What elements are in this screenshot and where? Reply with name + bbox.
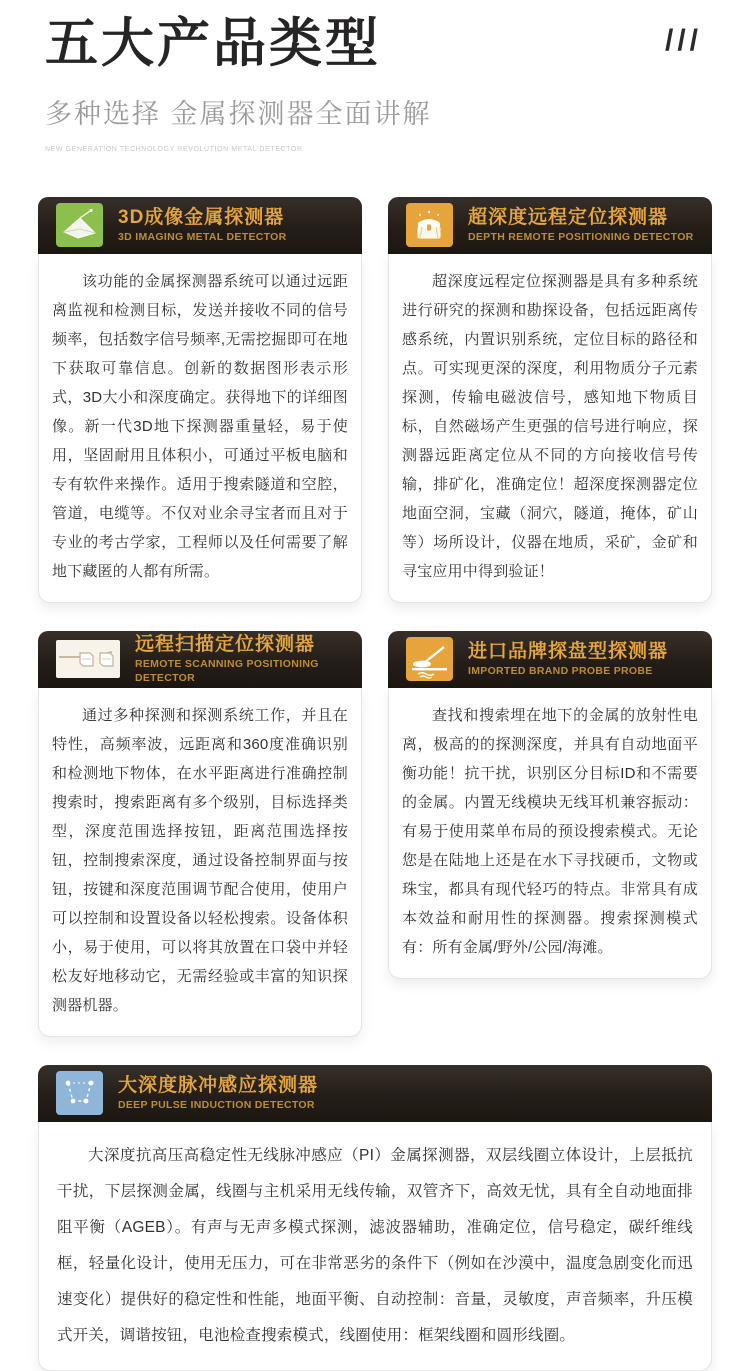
coil-frame-icon: [56, 1071, 103, 1115]
card-title-en: DEPTH REMOTE POSITIONING DETECTOR: [468, 230, 694, 243]
card-titles: [468, 640, 668, 678]
cards-row-1: [38, 197, 712, 603]
card-depth-remote-detector: [388, 197, 712, 603]
card-title-en: IMPORTED BRAND PROBE PROBE: [468, 664, 653, 677]
page-subtitle: 多种选择 金属探测器全面讲解: [45, 98, 432, 129]
page-title: 五大产品类型: [45, 14, 381, 73]
card-title-cn: 3D成像金属探测器: [118, 206, 285, 228]
card-description: 大深度抗高压高稳定性无线脉冲感应（PI）金属探测器，双层线圈立体设计，上层抵抗干扰，下层探测金属，线圈与主机采用无线传输，双管齐下，高效无忧，具有全自动地面排阻平衡（AGEB）。有声与无声多模式探测，滤波器辅助，准确定位，信号稳定，碳纤维线框，轻量化设计，使用无压力，可在非常恶劣的条件下（例如在沙漠中，温度急剧变化而迅速变化）提供好的稳定性和性能，地面平衡、自动控制：音量，灵敏度，声音频率，升压模式开关，调谐按钮，电池检查搜索模式，线圈使用：框架线圈和圆形线圈。: [38, 1122, 712, 1371]
card-remote-scanning-detector: [38, 631, 362, 1037]
card-title-en: DEEP PULSE INDUCTION DETECTOR: [118, 1098, 315, 1111]
card-header: [388, 197, 712, 254]
card-header: [38, 631, 362, 688]
card-title-cn: 进口品牌探盘型探测器: [468, 640, 669, 662]
card-title-cn: 大深度脉冲感应探测器: [118, 1074, 319, 1096]
card-title-en: 3D IMAGING METAL DETECTOR: [118, 230, 287, 243]
card-titles: [118, 1074, 318, 1112]
detector-probe-icon: [406, 637, 453, 681]
page-tagline: NEW GENERATION TECHNOLOGY REVOLUTION METAL DETECTOR: [45, 145, 303, 153]
card-description: 超深度远程定位探测器是具有多种系统进行研究的探测和勘探设备，包括远距离传感系统，内置识别系统，定位目标的路径和点。可实现更深的深度，利用物质分子元素探测，传输电磁波信号，感知地下物质目标，自然磁场产生更强的信号进行响应，探测器远距离定位从不同的方向接收信号传输，排矿化，准确定位！超深度探测器定位地面空洞，宝藏（洞穴，隧道，掩体，矿山等）场所设计，仪器在地质，采矿，金矿和寻宝应用中得到验证！: [388, 254, 712, 603]
card-description: 查找和搜索埋在地下的金属的放射性电离，极高的的探测深度，并具有自动地面平衡功能！抗干扰，识别区分目标ID和不需要的金属。内置无线模块无线耳机兼容振动：有易于使用菜单布局的预设搜索模式。无论您是在陆地上还是在水下寻找硬币，文物或珠宝，都具有现代轻巧的特点。非常具有成本效益和耐用性的探测器。搜索探测模式有：所有金属/野外/公园/海滩。: [388, 688, 712, 979]
card-header: [38, 1065, 712, 1122]
cards-row-2: [38, 631, 712, 1037]
card-header: [388, 631, 712, 688]
card-titles: [468, 206, 694, 244]
terrain-3d-icon: [56, 203, 103, 247]
card-titles: [135, 633, 348, 685]
treasure-chest-icon: [406, 203, 453, 247]
card-3d-imaging-detector: [38, 197, 362, 603]
card-header: [38, 197, 362, 254]
card-title-cn: 远程扫描定位探测器: [135, 634, 316, 656]
card-titles: [118, 206, 287, 244]
card-imported-probe-detector: [388, 631, 712, 1037]
cards-row-3: [38, 1065, 712, 1371]
scanner-devices-icon: [56, 640, 120, 678]
card-description: 该功能的金属探测器系统可以通过远距离监视和检测目标，发送并接收不同的信号频率，包括数字信号频率,无需挖掘即可在地下获取可靠信息。创新的数据图形表示形式，3D大小和深度确定。获得地下的详细图像。新一代3D地下探测器重量轻，易于使用，坚固耐用且体积小，可通过平板电脑和专有软件来操作。适用于搜索隧道和空腔，管道，电缆等。不仅对业余寻宝者而且对于专业的考古学家，工程师以及任何需要了解地下藏匿的人都有所需。: [38, 254, 362, 603]
card-title-cn: 超深度远程定位探测器: [468, 206, 669, 228]
product-cards: [38, 197, 712, 1371]
card-deep-pulse-detector: [38, 1065, 712, 1371]
card-description: 通过多种探测和探测系统工作，并且在特性，高频率波，远距离和360度准确识别和检测地下物体，在水平距离进行准确控制搜索时，搜索距离有多个级别，目标选择类型，深度范围选择按钮，距离范围选择按钮，控制搜索深度，通过设备控制界面与按钮，按键和深度范围调节配合使用，使用户可以控制和设置设备以轻松搜索。设备体积小，易于使用，可以将其放置在口袋中并轻松友好地移动它，无需经验或丰富的知识探测器机器。: [38, 688, 362, 1037]
card-title-en: REMOTE SCANNING POSITIONING DETECTOR: [135, 657, 319, 684]
slashes-decor-icon: ///: [664, 24, 702, 57]
page-header: [0, 0, 750, 153]
